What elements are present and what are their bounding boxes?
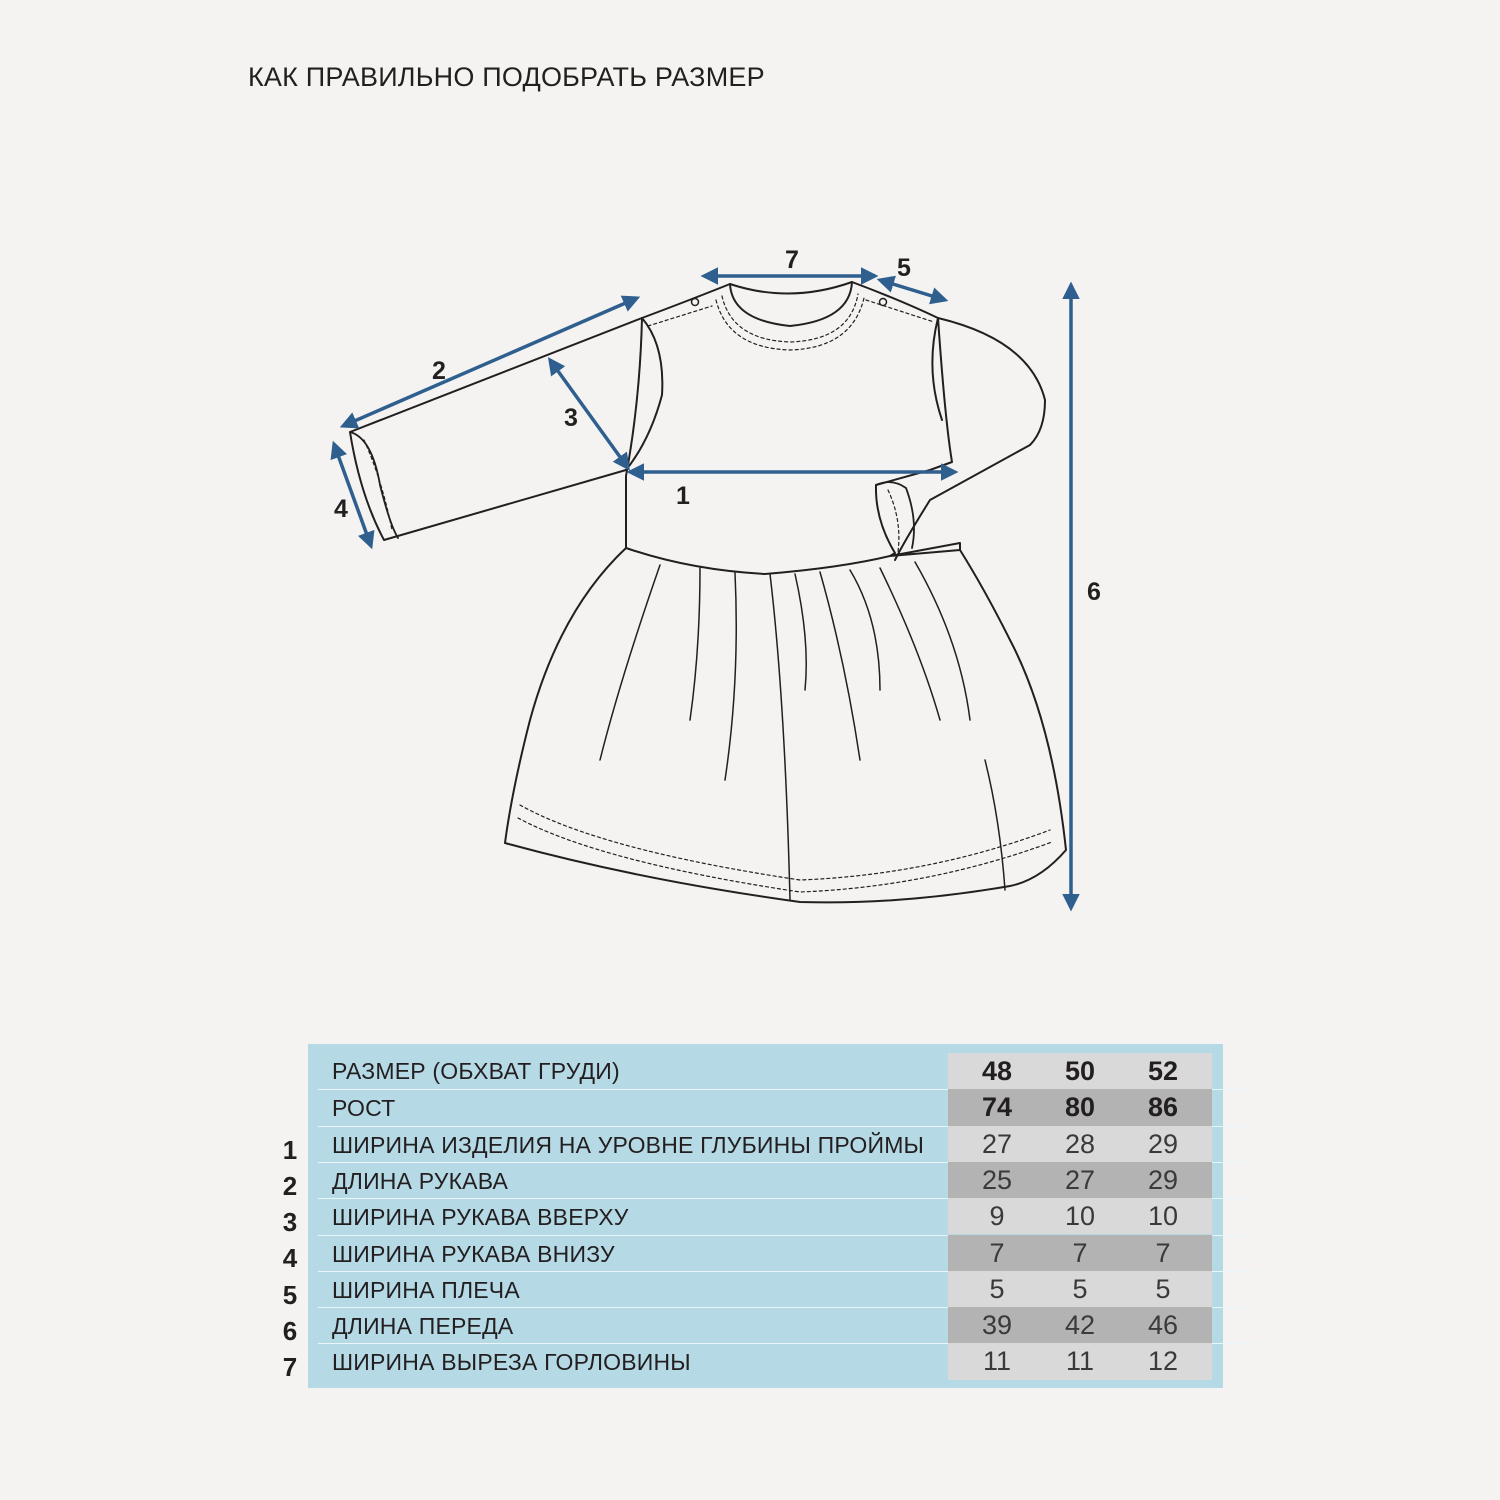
table-cell: 11 — [982, 1346, 1012, 1377]
row-label: ШИРИНА РУКАВА ВВЕРХУ — [332, 1204, 629, 1231]
row-label: РОСТ — [332, 1095, 396, 1122]
table-cell: 7 — [1155, 1237, 1171, 1268]
row-label: ШИРИНА ВЫРЕЗА ГОРЛОВИНЫ — [332, 1349, 691, 1376]
table-cell: 9 — [989, 1201, 1005, 1232]
table-header-row-size — [308, 1053, 1223, 1089]
label-7: 7 — [785, 246, 799, 274]
pleat — [850, 570, 880, 690]
table-cell: 50 — [1064, 1056, 1096, 1086]
table-cell: 29 — [1147, 1128, 1179, 1159]
table-cell: 5 — [989, 1273, 1005, 1304]
table-cell: 27 — [1064, 1164, 1096, 1195]
table-row — [308, 1343, 1223, 1379]
row-label: ШИРИНА РУКАВА ВНИЗУ — [332, 1240, 615, 1267]
table-row — [308, 1271, 1223, 1307]
row-number: 4 — [282, 1243, 298, 1274]
measurement-labels — [334, 246, 1101, 606]
value-block — [948, 1162, 1212, 1198]
table-cell: 25 — [981, 1164, 1013, 1195]
pleat — [915, 562, 970, 720]
table-cell: 80 — [1064, 1092, 1096, 1123]
pleat — [820, 572, 860, 760]
table-cell: 27 — [981, 1128, 1013, 1159]
row-label: ДЛИНА ПЕРЕДА — [332, 1313, 514, 1340]
table-row — [308, 1235, 1223, 1271]
table-cell: 11 — [1065, 1346, 1095, 1377]
table-cell: 52 — [1147, 1056, 1179, 1086]
table-cell: 10 — [1064, 1201, 1096, 1232]
value-block — [948, 1126, 1212, 1162]
pleat — [985, 760, 1005, 890]
label-6: 6 — [1087, 578, 1101, 606]
row-label: ШИРИНА ИЗДЕЛИЯ НА УРОВНЕ ГЛУБИНЫ ПРОЙМЫ — [332, 1131, 925, 1158]
label-2: 2 — [432, 357, 446, 385]
row-label: ДЛИНА РУКАВА — [332, 1167, 509, 1194]
table-cell: 86 — [1147, 1092, 1179, 1123]
row-number: 7 — [282, 1352, 298, 1383]
size-table — [308, 1044, 1223, 1388]
arrow-3-sleeve-top-width — [550, 360, 628, 468]
pleat — [725, 573, 736, 780]
value-block — [948, 1053, 1212, 1089]
table-cell: 10 — [1147, 1201, 1179, 1232]
table-cell: 39 — [981, 1310, 1013, 1341]
pleat — [795, 574, 806, 690]
value-block — [948, 1271, 1212, 1307]
table-row — [308, 1198, 1223, 1234]
table-cell: 7 — [1072, 1237, 1088, 1268]
left-shoulder-placket — [648, 306, 712, 326]
value-block — [948, 1198, 1212, 1234]
row-number-column — [270, 1126, 310, 1383]
pleat — [690, 568, 700, 720]
skirt — [505, 548, 1066, 902]
table-cell: 42 — [1064, 1310, 1096, 1341]
table-cell: 74 — [981, 1092, 1013, 1123]
table-cell: 5 — [1155, 1273, 1171, 1304]
value-block — [948, 1235, 1212, 1271]
value-block — [948, 1089, 1212, 1125]
value-block — [948, 1343, 1212, 1379]
table-cell: 48 — [981, 1056, 1013, 1086]
table-cell: 28 — [1064, 1128, 1096, 1159]
right-cuff — [876, 482, 914, 548]
value-block — [948, 1307, 1212, 1343]
table-cell: 7 — [989, 1237, 1005, 1268]
pleat — [770, 574, 790, 900]
label-4: 4 — [334, 495, 348, 523]
page-title: КАК ПРАВИЛЬНО ПОДОБРАТЬ РАЗМЕР — [248, 62, 765, 92]
table-row — [308, 1162, 1223, 1198]
row-number: 1 — [282, 1134, 298, 1165]
table-cell: 5 — [1072, 1273, 1088, 1304]
table-header-row-height — [308, 1089, 1223, 1125]
label-1: 1 — [676, 482, 690, 510]
table-row — [308, 1307, 1223, 1343]
row-label: РАЗМЕР (ОБХВАТ ГРУДИ) — [332, 1058, 620, 1084]
row-number: 3 — [282, 1207, 298, 1238]
row-number: 6 — [282, 1316, 298, 1347]
skirt-hem-stitch — [520, 805, 1050, 880]
pleat — [600, 565, 660, 760]
row-number: 5 — [282, 1279, 298, 1310]
table-cell: 46 — [1147, 1310, 1179, 1341]
row-number: 2 — [282, 1170, 298, 1201]
table-row — [308, 1126, 1223, 1162]
table-cell: 12 — [1147, 1346, 1179, 1377]
table-cell: 29 — [1147, 1164, 1179, 1195]
left-cuff-stitch — [364, 440, 392, 530]
right-armhole — [932, 318, 942, 420]
label-5: 5 — [897, 254, 911, 282]
label-3: 3 — [564, 404, 578, 432]
right-sleeve — [895, 318, 1045, 560]
row-label: ШИРИНА ПЛЕЧА — [332, 1276, 520, 1303]
arrow-2-sleeve-length — [343, 298, 637, 426]
